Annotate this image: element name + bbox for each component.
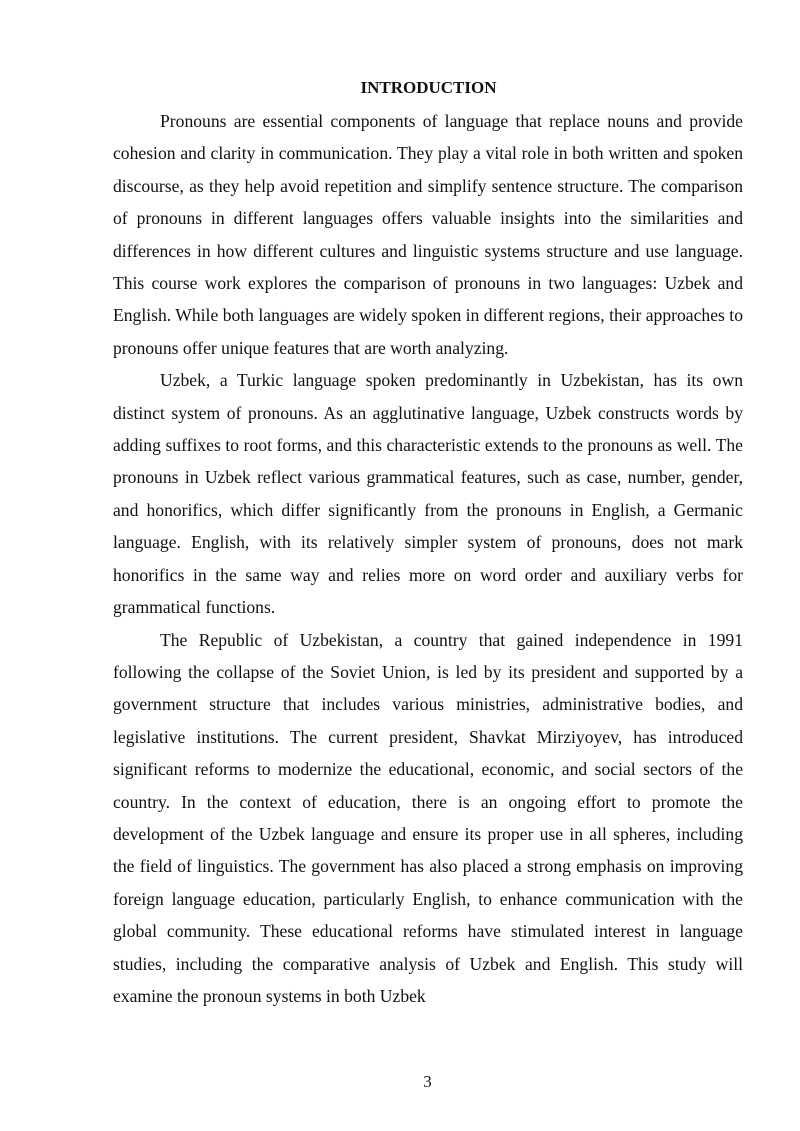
paragraph-3: The Republic of Uzbekistan, a country that gained independence in 1991 following the collapse of the Soviet Union, is led by its president and supported by a government structure that includes various ministries, administrative bodies, and legislative institutions. The current president, Shavkat Mirziyoyev, has introduced significant reforms to modernize the educational, economic, and social sectors of the country. In the context of education, there is an ongoing effort to promote the development of the Uzbek language and ensure its proper use in all spheres, including the field of linguistics. The government has also placed a strong emphasis on improving foreign language education, particularly English, to enhance communication with the global community. These educational reforms have stimulated interest in language studies, including the comparative analysis of Uzbek and English. This study will examine the pronoun systems in both Uzbek bbox=[113, 629, 743, 1006]
paragraph-1: Pronouns are essential components of language that replace nouns and provide cohesion and clarity in communication. They play a vital role in both written and spoken discourse, as they help avoid repetition and simplify sentence structure. The comparison of pronouns in different languages offers valuable insights into the similarities and differences in how different cultures and linguistic systems structure and use language. This course work explores the comparison of pronouns in two languages: Uzbek and English. While both languages are widely spoken in different regions, their approaches to pronouns offer unique features that are worth analyzing. bbox=[113, 111, 743, 358]
page-number: 3 bbox=[423, 1072, 432, 1091]
paragraph-2: Uzbek, a Turkic language spoken predominantly in Uzbekistan, has its own distinct system of pronouns. As an agglutinative language, Uzbek constructs words by adding suffixes to root forms, and this characteristic extends to the pronouns as well. The pronouns in Uzbek reflect various grammatical features, such as case, number, gender, and honorifics, which differ significantly from the pronouns in English, a Germanic language. English, with its relatively simpler system of pronouns, does not mark honorifics in the same way and relies more on word order and auxiliary verbs for grammatical functions. bbox=[113, 370, 743, 618]
body-text bbox=[113, 105, 743, 1012]
section-heading: INTRODUCTION bbox=[360, 78, 497, 97]
